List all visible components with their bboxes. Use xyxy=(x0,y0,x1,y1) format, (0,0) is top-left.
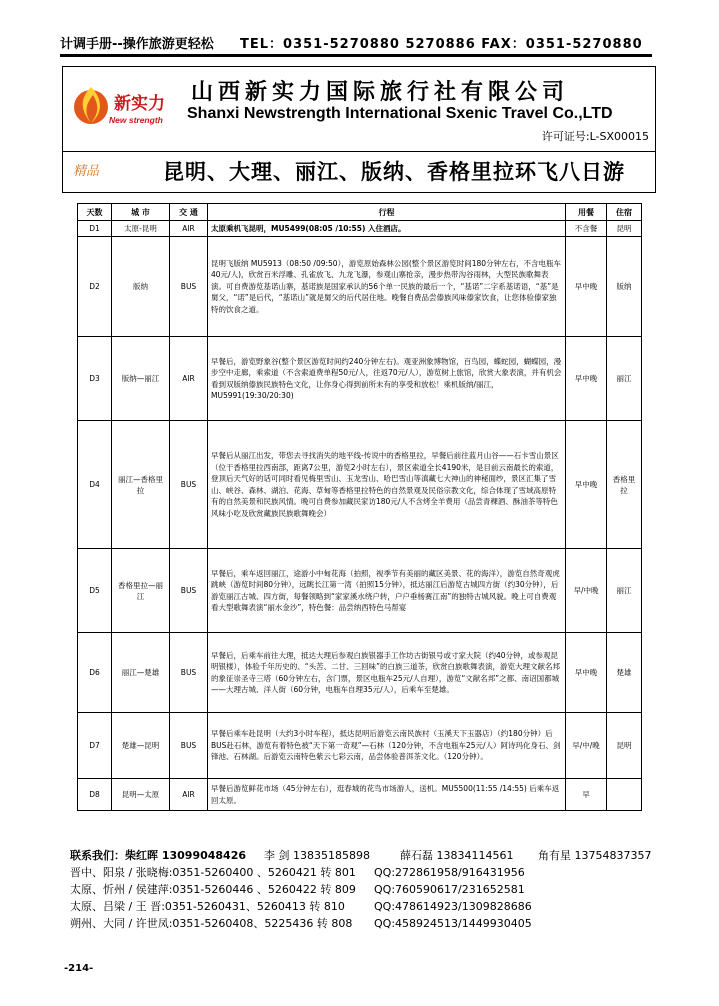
top-bar xyxy=(60,33,652,53)
cell-stay: 丽江 xyxy=(607,549,642,633)
table-row xyxy=(78,549,642,633)
flame-icon xyxy=(74,87,108,124)
cell-transport: BUS xyxy=(170,237,208,337)
table-row xyxy=(78,337,642,421)
contact-qq: QQ:272861958/916431956 xyxy=(374,866,525,879)
header-meals: 用餐 xyxy=(566,204,607,221)
cell-stay: 楚雄 xyxy=(607,633,642,713)
logo-en: New strength xyxy=(109,115,163,125)
company-name-cn: 山西新实力国际旅行社有限公司 xyxy=(191,80,570,105)
header-day: 天数 xyxy=(78,204,112,221)
cell-day: D2 xyxy=(78,237,112,337)
table-row xyxy=(78,237,642,337)
cell-transport: BUS xyxy=(170,421,208,549)
contact-region: 太原、忻州 / 侯建萍:0351-5260446 、5260422 转 809 xyxy=(70,883,356,896)
cell-transport: BUS xyxy=(170,713,208,779)
page-number: -214- xyxy=(64,963,94,974)
header-stay: 住宿 xyxy=(607,204,642,221)
cell-meals: 早/中晚 xyxy=(566,549,607,633)
cell-itinerary: 早餐后乘车赴昆明（大约3小时车程），抵达昆明后游览云南民族村（玉溪天下玉器店）（约180分钟）后BUS赴石林，游览有着特色被“天下第一奇观”—石林（120分钟，不含电瓶车25元/人）阿诗玛化身石、剑锋池、石林湖。后游览云南特色紫云七彩云南，品尝体验普洱茶文化。（120分钟）。 xyxy=(208,713,566,779)
cell-day: D8 xyxy=(78,779,112,811)
license-number: 许可证号:L-SX00015 xyxy=(541,130,649,143)
contact-qq: QQ:458924513/1449930405 xyxy=(374,917,532,930)
cell-transport: BUS xyxy=(170,549,208,633)
cell-day: D7 xyxy=(78,713,112,779)
cell-day: D6 xyxy=(78,633,112,713)
header-itinerary: 行程 xyxy=(208,204,566,221)
cell-stay: 丽江 xyxy=(607,337,642,421)
cell-transport: BUS xyxy=(170,633,208,713)
contact-qq: QQ:478614923/1309828686 xyxy=(374,900,532,913)
cell-stay: 版纳 xyxy=(607,237,642,337)
cell-city: 昆明—太原 xyxy=(112,779,170,811)
tour-title: 昆明、大理、丽江、版纳、香格里拉环飞八日游 xyxy=(163,160,625,184)
contact-region: 朔州、大同 / 许世凤:0351-5260408、5225436 转 808 xyxy=(70,917,353,930)
cell-itinerary: 早餐后，游览野象谷(整个景区游览时间约240分钟左右)。观亚洲象博物馆，百鸟园，蝶蛇园，蝴蝶园，漫步空中走廊，乘索道（不含索道费单程50元/人，往返70元/人），游览树上旅馆，欣赏大象表演，并有机会看到双版纳傣族民族特色文化，让你身心得到前所未有的享受和放松！乘机版纳/丽江，MU5991(19:30/20:30) xyxy=(208,337,566,421)
contact-xue: 薛石磊 13834114561 xyxy=(400,849,514,862)
cell-transport: AIR xyxy=(170,221,208,237)
cell-stay xyxy=(607,779,642,811)
cell-itinerary: 早餐后，后乘车前往大理，抵达大理后参观白族银器手工作坊古街银号或寸家大院（约40分钟，或参观昆明银楼），体验千年历史的、“头苦、二甘、三回味”的白族三道茶，欣赏白族歌舞表演，游览大理文献名邦的象征崇圣寺三塔（60分钟左右，含门票，景区电瓶车25元/人自理），游览“文献名邦”之都、南诏国都城——大理古城、洋人街（60分钟，电瓶车自理35元/人），后乘车至楚雄。 xyxy=(208,633,566,713)
itinerary-table xyxy=(77,203,642,811)
top-contact: TEL：0351-5270880 5270886 FAX：0351-5270880 xyxy=(240,37,643,52)
cell-transport: AIR xyxy=(170,779,208,811)
company-header xyxy=(62,66,656,152)
cell-day: D4 xyxy=(78,421,112,549)
cell-day: D3 xyxy=(78,337,112,421)
cell-itinerary: 昆明飞版纳 MU5913（08:50 /09:50），游览原始森林公园(整个景区游览时间180分钟左右，不含电瓶车40元/人)，欣赏百米浮雕、孔雀放飞、九龙飞瀑，参观山寨抢亲，漫步热带沟谷雨林，大型民族歌舞表演。可自费游览基诺山寨，基诺族是国家承认的56个单一民族的最后一个，“基诺”二字系基诺语，“基”是舅父，“诺”是后代，“基诺山”就是舅父的后代居住地。晚餐自费品尝傣族风味傣家饮食，让您体验傣家独特的饮食之道。 xyxy=(208,237,566,337)
title-decoration: 精品 xyxy=(73,164,100,179)
table-row xyxy=(78,713,642,779)
cell-stay: 香格里拉 xyxy=(607,421,642,549)
header-city: 城 市 xyxy=(112,204,170,221)
table-row xyxy=(78,633,642,713)
cell-stay: 昆明 xyxy=(607,221,642,237)
contact-region: 晋中、阳泉 / 张晓梅:0351-5260400 、5260421 转 801 xyxy=(70,866,356,879)
divider xyxy=(60,54,652,57)
table-row xyxy=(78,779,642,811)
logo-text: 新实力 xyxy=(114,94,165,114)
company-logo xyxy=(69,81,183,129)
cell-itinerary: 早餐后游览鲜花市场（45分钟左右），逛春城的花鸟市场游人，送机。MU5500(11:55 /14:55) 后乘车返回太原。 xyxy=(208,779,566,811)
contact-row xyxy=(70,864,660,881)
cell-meals: 不含餐 xyxy=(566,221,607,237)
cell-stay: 昆明 xyxy=(607,713,642,779)
cell-meals: 早/中/晚 xyxy=(566,713,607,779)
cell-city: 楚雄—昆明 xyxy=(112,713,170,779)
contact-li: 李 剑 13835185898 xyxy=(264,849,370,862)
cell-city: 版纳 xyxy=(112,237,170,337)
cell-itinerary: 早餐后，乘车返回丽江，途游小中甸花海（拍照，视季节有美丽的藏区美景、花的海洋），游览自然奇观虎跳峡（游览时间80分钟），远眺长江第一湾（拍照15分钟），抵达丽江后游览古城四方街（约30分钟），后游览丽江古城、四方街，每餐领略到“家家溪水绕户转，户户垂杨赛江南”的独特古城风貌。晚上可自费观看大型歌舞表演“丽水金沙”，特色餐：品尝纳西特色马帮宴 xyxy=(208,549,566,633)
cell-meals: 早中晚 xyxy=(566,633,607,713)
cell-meals: 早中晚 xyxy=(566,337,607,421)
header-transport: 交 通 xyxy=(170,204,208,221)
cell-day: D1 xyxy=(78,221,112,237)
contact-jiao: 角有星 13754837357 xyxy=(538,849,652,862)
table-row xyxy=(78,221,642,237)
tour-title-box xyxy=(62,150,656,193)
cell-city: 丽江—香格里拉 xyxy=(112,421,170,549)
contact-row xyxy=(70,881,660,898)
cell-itinerary: 太原乘机飞昆明，MU5499(08:05 /10:55) 入住酒店。 xyxy=(208,221,566,237)
table-header xyxy=(78,204,642,221)
slogan: 计调手册--操作旅游更轻松 xyxy=(60,37,214,52)
cell-itinerary: 早餐后从丽江出发，带您去寻找消失的地平线-传说中的香格里拉，早餐后前往蓝月山谷——石卡雪山景区（位于香格里拉西南部，距离7公里，游览2小时左右），景区索道全长4190米，是目前云南最长的索道，登顶后天气好的话可同时看见梅里雪山、玉龙雪山、哈巴雪山等滇藏七大神山的神秘面纱，景区汇集了雪山、峡谷、森林、湖泊、花海、草甸等香格里拉特色的自然景观及民俗宗教文化，综合体现了雪域高原特有的自然美景和民族风情。晚可自费参加藏民家访180元/人不含烤全羊费用（品尝青稞酒、酥油茶等特色风味小吃及欣赏藏族民族歌舞晚会） xyxy=(208,421,566,549)
company-name-en: Shanxi Newstrength International Sxenic Travel Co.,LTD xyxy=(187,105,613,122)
contacts-section xyxy=(70,847,660,932)
cell-meals: 早 xyxy=(566,779,607,811)
contact-qq: QQ:760590617/231652581 xyxy=(374,883,525,896)
cell-city: 太原-昆明 xyxy=(112,221,170,237)
contact-main: 联系我们：柴红晖 13099048426 xyxy=(70,849,247,862)
cell-city: 丽江—楚雄 xyxy=(112,633,170,713)
cell-transport: AIR xyxy=(170,337,208,421)
contact-region: 太原、吕梁 / 王 晋:0351-5260431、5260413 转 810 xyxy=(70,900,345,913)
table-row xyxy=(78,421,642,549)
contact-row xyxy=(70,915,660,932)
cell-meals: 早中晚 xyxy=(566,421,607,549)
contact-row xyxy=(70,898,660,915)
cell-city: 香格里拉—丽江 xyxy=(112,549,170,633)
cell-day: D5 xyxy=(78,549,112,633)
contact-row xyxy=(70,847,660,864)
cell-meals: 早中晚 xyxy=(566,237,607,337)
cell-city: 版纳—丽江 xyxy=(112,337,170,421)
